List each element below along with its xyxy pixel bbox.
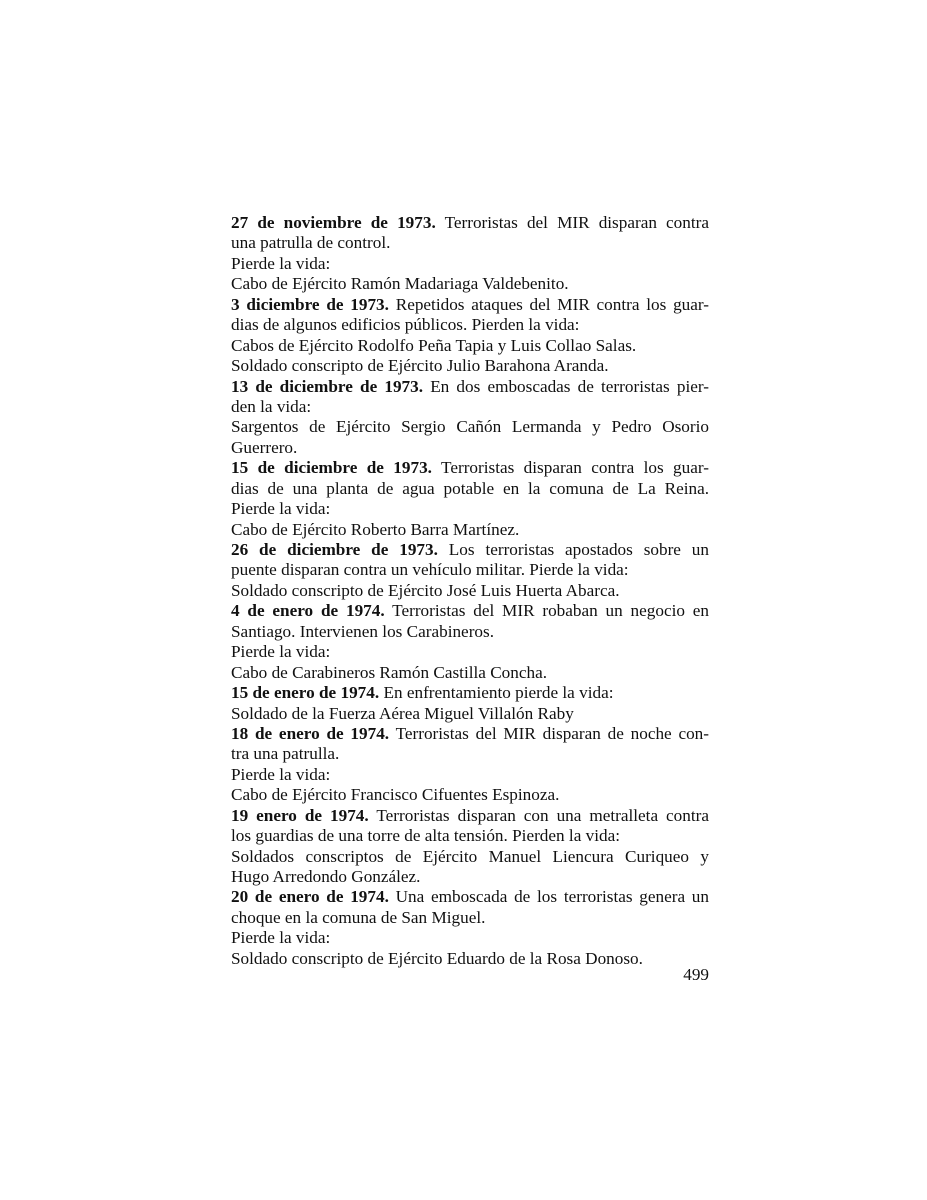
text-line	[231, 458, 709, 478]
text-line	[231, 540, 709, 560]
text-line: Santiago. Intervienen los Carabineros.	[231, 621, 494, 641]
text-line: tra una patrulla.	[231, 744, 340, 764]
entry-text: En enfrentamiento pierde la vida:	[383, 683, 614, 703]
entry-text: Repetidos ataques del MIR contra los guar-	[395, 294, 710, 314]
text-line: Cabo de Ejército Ramón Madariaga Valdebenito.	[231, 274, 569, 294]
entry	[231, 887, 709, 969]
text-line: puente disparan contra un vehículo militar. Pierde la vida:	[231, 560, 629, 580]
entry-text: Terroristas del MIR disparan de noche con-	[395, 723, 709, 743]
entry-date: 20 de enero de 1974.	[231, 887, 389, 907]
text-line: Pierde la vida:	[231, 642, 331, 662]
text-line: Soldado de la Fuerza Aérea Miguel Villalón Raby	[231, 703, 574, 723]
entry-date: 13 de diciembre de 1973.	[231, 376, 424, 396]
entry-text: En dos emboscadas de terroristas pier-	[430, 376, 709, 396]
text-line: Pierde la vida:	[231, 764, 331, 784]
text-line	[231, 213, 709, 233]
entry	[231, 806, 709, 888]
text-line	[231, 377, 709, 397]
entry-date: 15 de enero de 1974.	[231, 683, 380, 703]
entry	[231, 377, 709, 459]
text-line: Pierde la vida:	[231, 499, 331, 519]
entry-text: Terroristas disparan contra los guar-	[441, 458, 709, 478]
entry-date: 26 de diciembre de 1973.	[231, 540, 438, 559]
text-line: Soldado conscripto de Ejército José Luis Huerta Abarca.	[231, 580, 620, 600]
text-line	[231, 295, 709, 315]
text-line: Cabo de Carabineros Ramón Castilla Concha.	[231, 662, 547, 682]
page-number: 499	[683, 965, 709, 984]
entry	[231, 540, 709, 601]
text-line: Pierde la vida:	[231, 928, 331, 948]
text-line	[231, 887, 709, 907]
entry-text: Terroristas disparan con una metralleta contra	[376, 805, 709, 825]
entry	[231, 724, 709, 806]
entry-date: 18 de enero de 1974.	[231, 723, 390, 743]
entry-date: 4 de enero de 1974.	[231, 601, 385, 621]
text-line	[231, 806, 709, 826]
text-line: una patrulla de control.	[231, 233, 391, 253]
text-line	[231, 724, 709, 744]
text-line	[231, 601, 709, 621]
text-line: los guardias de una torre de alta tensión. Pierden la vida:	[231, 826, 620, 846]
entry	[231, 458, 709, 540]
text-line: Guerrero.	[231, 437, 298, 457]
text-line: Soldados conscriptos de Ejército Manuel Liencura Curiqueo y	[231, 846, 709, 866]
entry	[231, 213, 709, 295]
text-line: dias de una planta de agua potable en la comuna de La Reina.	[231, 478, 709, 498]
text-line: Soldado conscripto de Ejército Eduardo de la Rosa Donoso.	[231, 948, 643, 968]
entry-date: 15 de diciembre de 1973.	[231, 458, 432, 478]
text-line: dias de algunos edificios públicos. Pierden la vida:	[231, 315, 580, 335]
entry-text: Los terroristas apostados sobre un	[448, 540, 709, 559]
entry-date: 3 diciembre de 1973.	[231, 294, 389, 314]
text-line: Cabo de Ejército Francisco Cifuentes Espinoza.	[231, 785, 560, 805]
entry	[231, 601, 709, 683]
entry-text: Terroristas del MIR disparan contra	[444, 213, 709, 232]
entry-text: Terroristas del MIR robaban un negocio en	[392, 601, 709, 621]
text-line: Sargentos de Ejército Sergio Cañón Lermanda y Pedro Osorio	[231, 417, 709, 437]
entry-date: 27 de noviembre de 1973.	[231, 213, 436, 232]
text-line: Cabo de Ejército Roberto Barra Martínez.	[231, 519, 520, 539]
entry-date: 19 enero de 1974.	[231, 805, 369, 825]
text-line: Hugo Arredondo González.	[231, 867, 421, 886]
text-line	[231, 683, 709, 703]
text-line: Soldado conscripto de Ejército Julio Barahona Aranda.	[231, 356, 609, 376]
entry	[231, 295, 709, 377]
text-line: den la vida:	[231, 396, 312, 416]
text-line: choque en la comuna de San Miguel.	[231, 907, 486, 927]
text-line: Cabos de Ejército Rodolfo Peña Tapia y Luis Collao Salas.	[231, 335, 637, 355]
document-body	[231, 213, 709, 969]
text-line: Pierde la vida:	[231, 253, 331, 273]
entry	[231, 683, 709, 724]
entry-text: Una emboscada de los terroristas genera un	[395, 887, 709, 907]
